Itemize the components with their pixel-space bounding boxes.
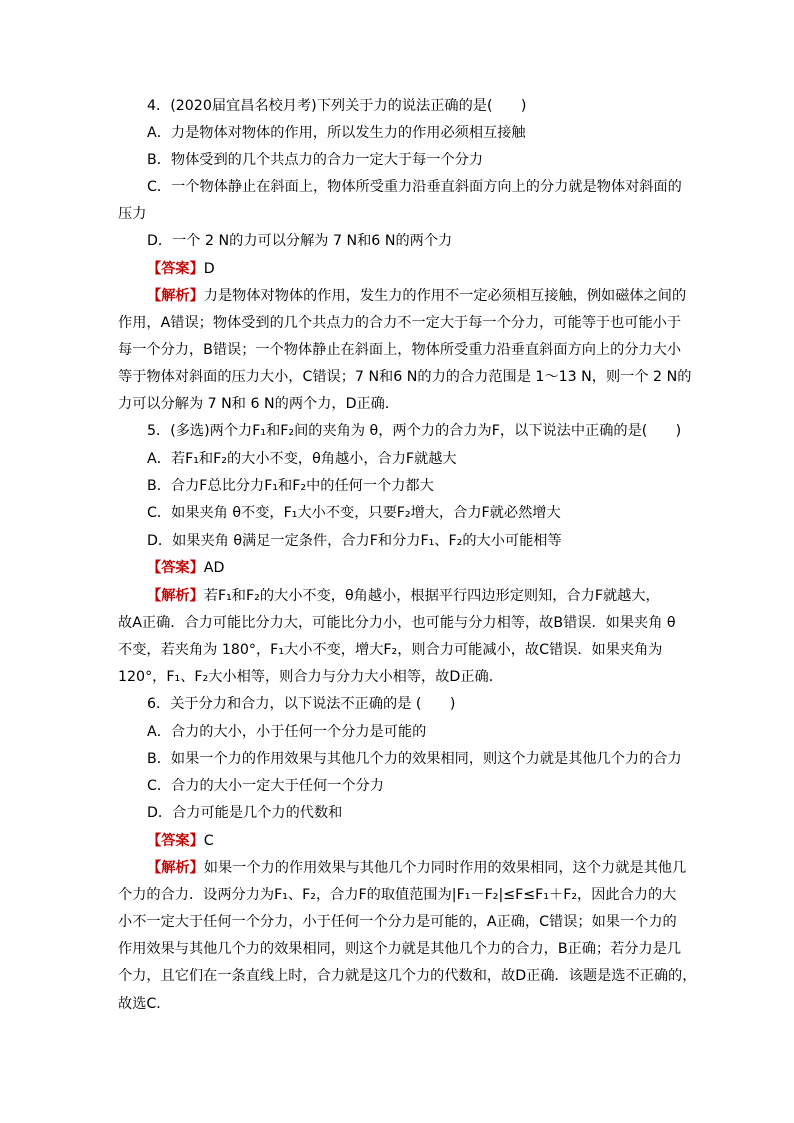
q5-option-d: D．如果夹角 θ满足一定条件，合力F和分力F₁、F₂的大小可能相等: [147, 533, 562, 549]
q4-option-a: A．力是物体对物体的作用，所以发生力的作用必须相互接触: [147, 125, 526, 141]
q5-option-b: B．合力F总比分力F₁和F₂中的任何一个力都大: [147, 478, 434, 494]
q6-analysis-line-5: 个力，且它们在一条直线上时，合力就是这几个力的代数和，故D正确．该题是选不正确的，: [118, 968, 697, 984]
q6-analysis-line-2: 个力的合力．设两分力为F₁、F₂，合力F的取值范围为|F₁－F₂|≤F≤F₁＋F₂，因此合力的大: [118, 887, 677, 903]
q5-stem: 5．(多选)两个力F₁和F₂间的夹角为 θ，两个力的合力为F，以下说法中正确的是( ): [147, 423, 682, 439]
q4-stem: 4．(2020届宜昌名校月考)下列关于力的说法正确的是( ): [147, 98, 527, 114]
q6-option-c: C．合力的大小一定大于任何一个分力: [147, 778, 384, 794]
q5-analysis-line-3: 不变，若夹角为 180°，F₁大小不变，增大F₂，则合力可能减小，故C错误．如果夹角为: [118, 642, 663, 658]
analysis-label: 【解析】: [147, 288, 204, 304]
q5-answer: [147, 558, 682, 578]
q4-option-b: B．物体受到的几个共点力的合力一定大于每一个分力: [147, 152, 484, 168]
analysis-text: 如果一个力的作用效果与其他几个力同时作用的效果相同，这个力就是其他几: [203, 860, 687, 876]
answer-value: C: [203, 833, 214, 849]
answer-value: AD: [203, 560, 225, 576]
analysis-label: 【解析】: [147, 860, 204, 876]
q5-analysis-line-1: [147, 586, 682, 606]
q6-analysis-line-4: 作用效果与其他几个力的效果相同，则这个力就是其他几个力的合力，B正确；若分力是几: [118, 941, 682, 957]
q4-option-d: D．一个 2 N的力可以分解为 7 N和6 N的两个力: [147, 233, 453, 249]
q6-analysis-line-3: 小不一定大于任何一个分力，小于任何一个分力是可能的，A正确，C错误；如果一个力的: [118, 914, 677, 930]
answer-label: 【答案】: [147, 560, 204, 576]
analysis-label: 【解析】: [147, 588, 204, 604]
q4-analysis-line-5: 力可以分解为 7 N和 6 N的两个力，D正确．: [118, 396, 400, 412]
answer-value: D: [203, 261, 215, 277]
q6-analysis-line-1: [147, 858, 687, 878]
q4-analysis-line-1: [147, 286, 687, 306]
q5-analysis-line-4: 120°，F₁、F₂大小相等，则合力与分力大小相等，故D正确．: [118, 669, 503, 685]
q4-option-c: C．一个物体静止在斜面上，物体所受重力沿垂直斜面方向上的分力就是物体对斜面的: [147, 179, 682, 195]
q6-option-a: A．合力的大小，小于任何一个分力是可能的: [147, 724, 427, 740]
q6-analysis-line-6: 故选C．: [118, 996, 171, 1012]
q5-analysis-line-2: 故A正确．合力可能比分力大，可能比分力小，也可能与分力相等，故B错误．如果夹角 θ: [118, 615, 676, 631]
q6-stem: 6．关于分力和合力，以下说法不正确的是 ( ): [147, 696, 456, 712]
analysis-text: 力是物体对物体的作用，发生力的作用不一定必须相互接触，例如磁体之间的: [203, 288, 687, 304]
q4-analysis-line-4: 等于物体对斜面的压力大小，C错误；7 N和6 N的力的合力范围是 1～13 N，则一个 2 N的: [118, 369, 692, 385]
analysis-text: 若F₁和F₂的大小不变，θ角越小，根据平行四边形定则知，合力F就越大，: [203, 588, 660, 604]
q4-analysis-line-2: 作用，A错误；物体受到的几个共点力的合力不一定大于每一个分力，可能等于也可能小于: [118, 315, 682, 331]
answer-label: 【答案】: [147, 261, 204, 277]
q4-answer: [147, 259, 682, 279]
q6-answer: [147, 831, 682, 851]
answer-label: 【答案】: [147, 833, 204, 849]
q5-option-c: C．如果夹角 θ不变，F₁大小不变，只要F₂增大，合力F就必然增大: [147, 505, 561, 521]
q4-analysis-line-3: 每一个分力，B错误；一个物体静止在斜面上，物体所受重力沿垂直斜面方向上的分力大小: [118, 342, 682, 358]
q5-option-a: A．若F₁和F₂的大小不变，θ角越小，合力F就越大: [147, 451, 457, 467]
q6-option-b: B．如果一个力的作用效果与其他几个力的效果相同，则这个力就是其他几个力的合力: [147, 751, 682, 767]
q4-option-c-cont: 压力: [118, 206, 147, 222]
q6-option-d: D．合力可能是几个力的代数和: [147, 805, 343, 821]
